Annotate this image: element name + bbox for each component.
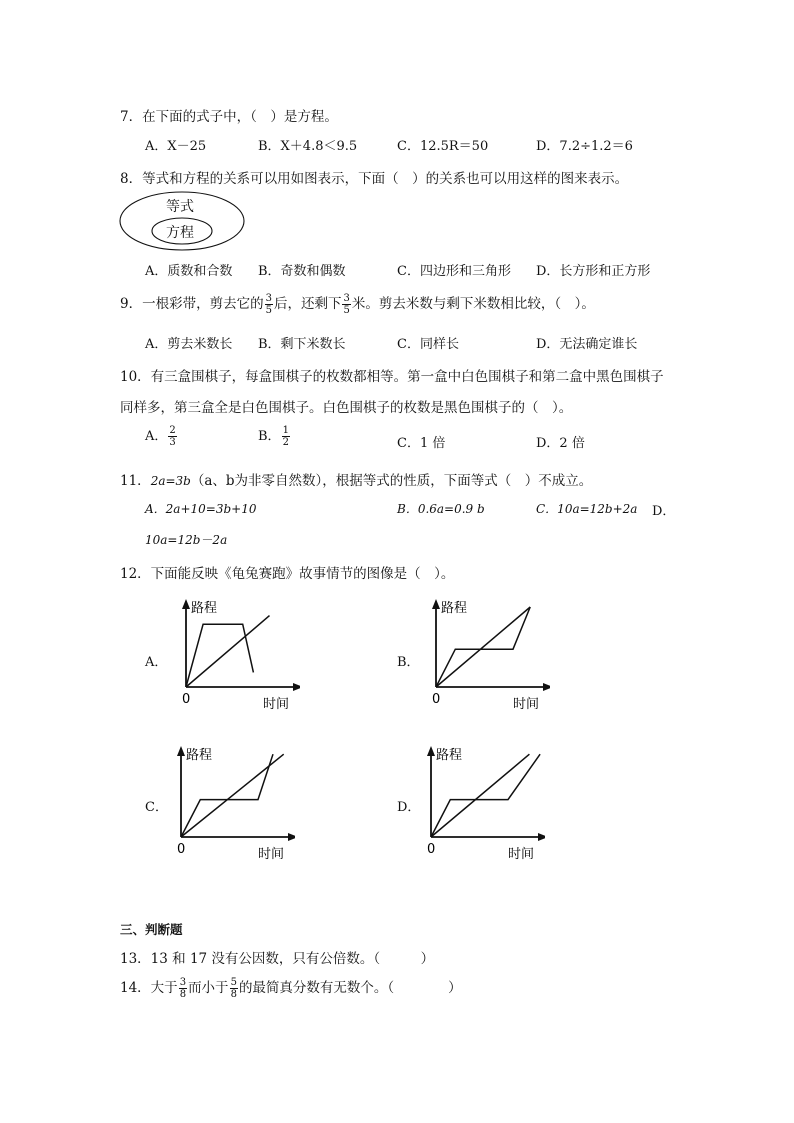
- q12-option-a-label[interactable]: A．: [145, 655, 168, 670]
- q8-stem: 8．等式和方程的关系可以用如图表示，下面（ ）的关系也可以用这样的图来表示。: [120, 171, 629, 187]
- y-axis-label: 路程: [441, 601, 468, 616]
- q10-option-a-prefix: A．: [145, 429, 168, 444]
- q10-option-a-den: 3: [169, 437, 176, 448]
- origin-label: 0: [427, 842, 436, 857]
- q12-option-b-label[interactable]: B．: [397, 655, 420, 670]
- q11-equation: 2a=3b: [150, 474, 191, 488]
- tortoise-line: [186, 616, 270, 687]
- q10-option-b[interactable]: [258, 425, 291, 448]
- q11-option-d-continued[interactable]: 10a=12b－2a: [145, 533, 228, 547]
- q9-option-c[interactable]: C．同样长: [397, 337, 459, 352]
- x-axis-arrow: [538, 833, 545, 841]
- q10-option-c[interactable]: C．1 倍: [397, 436, 446, 451]
- q9-frac2-den: 5: [343, 305, 350, 316]
- x-axis-label: 时间: [258, 847, 285, 862]
- q10-line-2: 同样多，第三盒全是白色围棋子。白色围棋子的枚数是黑色围棋子的（ ）。: [120, 400, 573, 416]
- q9-frac1-num: 3: [265, 293, 272, 304]
- q12-stem: 12．下面能反映《龟兔赛跑》故事情节的图像是（ ）。: [120, 566, 455, 582]
- q9-option-b[interactable]: B．剩下米数长: [258, 337, 346, 352]
- q9-stem: [120, 292, 595, 316]
- q12-option-c-label[interactable]: C．: [145, 800, 168, 815]
- q14-mid: 而小于: [188, 980, 229, 996]
- q12-graph-a[interactable]: [170, 595, 300, 715]
- venn-outer-label: 等式: [166, 199, 194, 215]
- q10-option-a[interactable]: [145, 425, 178, 448]
- q9-fraction-2: [342, 293, 350, 316]
- origin-label: 0: [177, 842, 186, 857]
- q12-option-d-label[interactable]: D．: [397, 800, 421, 815]
- tortoise-line: [181, 754, 284, 837]
- q8-option-a[interactable]: A．质数和合数: [145, 264, 233, 279]
- q9-frac1-den: 5: [265, 305, 272, 316]
- x-axis-arrow: [293, 683, 300, 691]
- q11-option-b[interactable]: B．0.6a=0.9 b: [397, 502, 485, 516]
- q10-option-b-num: 1: [282, 425, 289, 436]
- q7-option-b[interactable]: B．X＋4.8＜9.5: [258, 139, 358, 154]
- q7-option-c[interactable]: C．12.5R＝50: [397, 139, 489, 154]
- q14-frac2-den: 8: [230, 989, 237, 1000]
- y-axis-arrow: [177, 746, 185, 756]
- q11-stem: [120, 469, 592, 489]
- tortoise-line: [431, 754, 529, 837]
- q11-stem-rest: （a、b为非零自然数），根据等式的性质，下面等式（ ）不成立。: [190, 473, 593, 489]
- y-axis-arrow: [182, 599, 190, 609]
- x-axis-label: 时间: [513, 697, 540, 712]
- y-axis-arrow: [427, 746, 435, 756]
- y-axis-arrow: [432, 599, 440, 609]
- q14-text: [120, 976, 462, 1000]
- q10-option-b-fraction: [282, 425, 290, 448]
- x-axis-label: 时间: [263, 697, 290, 712]
- q9-option-d[interactable]: D．无法确定谁长: [536, 337, 638, 352]
- y-axis-label: 路程: [186, 748, 213, 763]
- q10-option-a-fraction: [168, 425, 176, 448]
- q9-fraction-1: [265, 293, 273, 316]
- q9-frac2-num: 3: [343, 293, 350, 304]
- q10-option-d[interactable]: D．2 倍: [536, 436, 585, 451]
- q11-option-a[interactable]: A．2a+10=3b+10: [145, 502, 257, 516]
- q8-option-b[interactable]: B．奇数和偶数: [258, 264, 346, 279]
- q9-stem-c: 米。剪去米数与剩下米数相比较，（ ）。: [351, 296, 595, 312]
- q14-fraction-1: [179, 977, 187, 1000]
- x-axis-arrow: [288, 833, 295, 841]
- q14-frac1-num: 3: [179, 977, 187, 988]
- origin-label: 0: [182, 692, 191, 707]
- q11-option-c[interactable]: C．10a=12b+2a: [536, 502, 638, 516]
- rabbit-line: [431, 754, 540, 837]
- q7-option-a[interactable]: A．X－25: [145, 139, 207, 154]
- rabbit-line: [181, 754, 273, 837]
- q7-stem: 7．在下面的式子中，（ ）是方程。: [120, 109, 338, 125]
- q11-option-d-label[interactable]: D．: [652, 504, 676, 519]
- q10-option-b-prefix: B．: [258, 429, 281, 444]
- tortoise-line: [436, 607, 530, 687]
- q8-option-d[interactable]: D．长方形和正方形: [536, 264, 651, 279]
- q14-suffix: 的最简真分数有无数个。（ ）: [238, 980, 462, 996]
- q10-option-b-den: 2: [282, 437, 289, 448]
- q9-stem-b: 后，还剩下: [273, 296, 342, 312]
- y-axis-label: 路程: [191, 601, 218, 616]
- q12-graph-c[interactable]: [165, 742, 295, 862]
- q14-frac1-den: 8: [179, 989, 187, 1000]
- q10-option-a-num: 2: [169, 425, 176, 436]
- q12-graph-b[interactable]: [420, 595, 550, 715]
- q14-fraction-2: [230, 977, 238, 1000]
- q13-text: 13．13 和 17 没有公因数，只有公倍数。（ ）: [120, 951, 435, 967]
- venn-inner-label: 方程: [166, 225, 194, 241]
- q14-frac2-num: 5: [230, 977, 237, 988]
- origin-label: 0: [432, 692, 441, 707]
- x-axis-label: 时间: [508, 847, 535, 862]
- q14-prefix: 14．大于: [120, 980, 178, 996]
- section-judgement-title: 三、判断题: [120, 922, 183, 937]
- q9-option-a[interactable]: A．剪去米数长: [145, 337, 233, 352]
- x-axis-arrow: [543, 683, 550, 691]
- q12-graph-d[interactable]: [415, 742, 545, 862]
- q11-number: 11．: [120, 473, 151, 489]
- q7-option-d[interactable]: D．7.2÷1.2＝6: [536, 139, 633, 154]
- y-axis-label: 路程: [436, 748, 463, 763]
- q10-line-1: 10．有三盒围棋子，每盒围棋子的枚数都相等。第一盒中白色围棋子和第二盒中黑色围棋子: [120, 369, 664, 385]
- q8-option-c[interactable]: C．四边形和三角形: [397, 264, 511, 279]
- q9-stem-a: 9．一根彩带，剪去它的: [120, 296, 264, 312]
